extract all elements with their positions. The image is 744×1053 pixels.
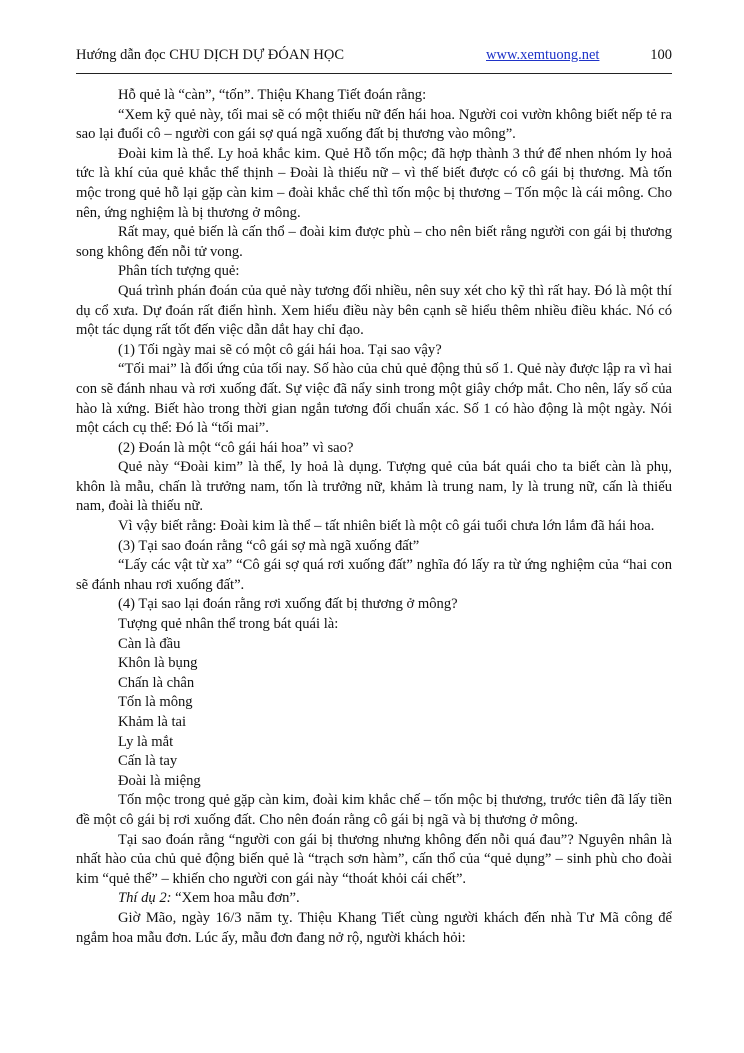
- header-divider: [76, 73, 672, 74]
- page-header: [76, 47, 672, 67]
- paragraph: Quẻ này “Đoài kim” là thể, ly hoả là dụng. Tượng quẻ của bát quái cho ta biết càn là phụ, khôn là mẫu, chấn là trưởng nam, tốn là trưởng nữ, khảm là trung nam, ly là trung nữ, cấn là thiếu nam, đoài là thiếu nữ.: [76, 459, 672, 515]
- question-heading: (2) Đoán là một “cô gái hái hoa” vì sao?: [118, 439, 354, 456]
- list-item: Tốn là mông: [118, 694, 193, 711]
- list-item: Đoài là miệng: [118, 772, 201, 789]
- example-label: Thí dụ 2:: [118, 890, 172, 907]
- page-number: 100: [650, 47, 672, 63]
- paragraph: Đoài kim là thể. Ly hoả khắc kim. Quẻ Hỗ tốn mộc; đã hợp thành 3 thứ để nhen nhóm ly hoả tức là khí của quẻ khắc thể thịnh – Đoài là thiếu nữ – vì thế biết được có cô gái bị thương. Mà tốn mộc trong quẻ hỗ lại gặp càn kim – đoài khắc chế thì tốn mộc bị thương – Tốn mộc là cái mông. Cho nên, ứng nghiệm là bị thương ở mông.: [76, 145, 672, 221]
- header-website-link[interactable]: www.xemtuong.net: [486, 47, 600, 63]
- paragraph: Giờ Mão, ngày 16/3 năm tỵ. Thiệu Khang Tiết cùng người khách đến nhà Tư Mã công để ngắm hoa mẫu đơn. Lúc ấy, mẫu đơn đang nở rộ, người khách hỏi:: [76, 909, 672, 946]
- list-item: Chấn là chân: [118, 674, 195, 691]
- paragraph: Phân tích tượng quẻ:: [118, 263, 240, 280]
- list-item: Cấn là tay: [118, 753, 178, 770]
- paragraph: Tại sao đoán rằng “người con gái bị thương nhưng không đến nỗi quá đau”? Nguyên nhân là nhất hào của chủ quẻ động biến quẻ là “trạch sơn hàm”, cấn thổ của “quẻ dụng” – sinh phù cho đoài kim “quẻ thể” – khiến cho người con gái này “thoát khỏi cái chết”.: [76, 831, 672, 887]
- example-title: “Xem hoa mẫu đơn”.: [171, 890, 300, 907]
- paragraph: “Lấy các vật từ xa” “Cô gái sợ quá rơi xuống đất” nghĩa đó lấy ra từ ứng nghiệm của “hai con sẽ đánh nhau rơi xuống đất”.: [76, 557, 672, 593]
- list-item: Ly là mắt: [118, 733, 174, 750]
- paragraph: “Xem kỹ quẻ này, tối mai sẽ có một thiếu nữ đến hái hoa. Người coi vườn không biết nếp tẻ ra sao lại đuổi cô – người con gái sợ quá ngã xuống đất bị thương vào mông”.: [76, 106, 672, 143]
- list-item: Càn là đầu: [118, 635, 181, 652]
- page-body: [76, 86, 672, 948]
- paragraph: Tốn mộc trong quẻ gặp càn kim, đoài kim khắc chế – tốn mộc bị thương, trước tiên đã lấy tiền đề một cô gái bị rơi xuống đất. Cho nên đoán rằng cô gái bị ngã và bị thương ở mông.: [76, 792, 672, 828]
- paragraph: Hỗ quẻ là “càn”, “tốn”. Thiệu Khang Tiết đoán rằng:: [118, 87, 427, 103]
- paragraph: Tượng quẻ nhân thể trong bát quái là:: [118, 616, 339, 633]
- header-title: Hướng dẫn đọc CHU DỊCH DỰ ĐÓAN HỌC: [76, 47, 345, 63]
- paragraph: Vì vậy biết rằng: Đoài kim là thể – tất nhiên biết là một cô gái tuổi chưa lớn lắm đã hái hoa.: [118, 518, 655, 535]
- list-item: Khôn là bụng: [118, 655, 198, 672]
- paragraph: “Tối mai” là đối ứng của tối nay. Số hào của chủ quẻ động thủ số 1. Quẻ này được lập ra vì hai con sẽ đánh nhau và rơi xuống đất. Sự việc đã nẩy sinh trong một giây chớp mắt. Cho nên, lấy số của hào là xứng. Biết hào trong thời gian ngắn tương đối chuẩn xác. Số 1 có hào động là một ngày. Nói một cách cụ thể: Đó là “tối mai”.: [76, 361, 672, 437]
- paragraph: Rất may, quẻ biến là cấn thổ – đoài kim được phù – cho nên biết rằng người con gái bị thương song không đến nỗi tử vong.: [76, 224, 672, 260]
- list-item: Khảm là tai: [118, 714, 187, 730]
- question-heading: (4) Tại sao lại đoán rằng rơi xuống đất bị thương ở mông?: [118, 596, 458, 613]
- paragraph: Quá trình phán đoán của quẻ này tương đối nhiều, nên suy xét cho kỹ thì rất hay. Đó là một thí dụ cổ xưa. Dự đoán rất điển hình. Xem hiểu điều này bên cạnh sẽ hiểu thêm nhiều điều khác. Nó có một tác dụng rất tốt đến việc dẫn dắt hay chỉ đạo.: [76, 282, 672, 339]
- question-heading: (3) Tại sao đoán rằng “cô gái sợ mà ngã xuống đất”: [118, 537, 420, 554]
- example-heading: [76, 889, 672, 909]
- question-heading: (1) Tối ngày mai sẽ có một cô gái hái hoa. Tại sao vậy?: [118, 341, 442, 358]
